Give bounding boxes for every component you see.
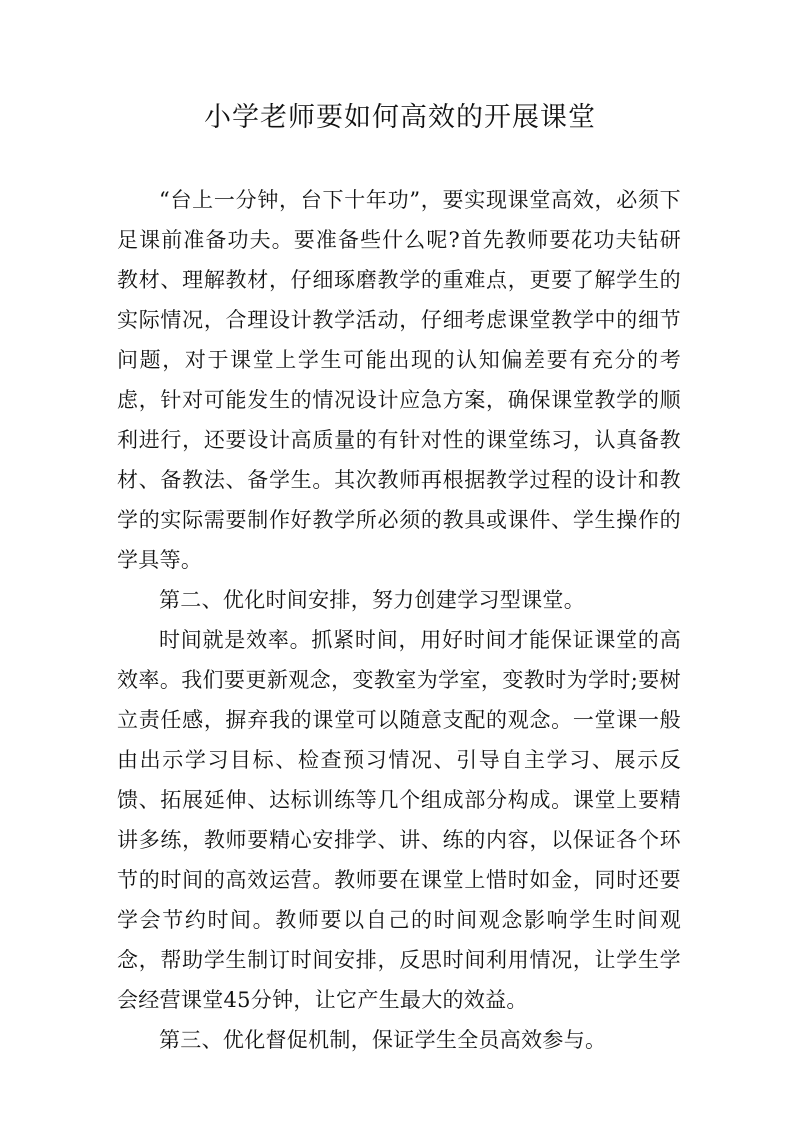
paragraph-heading-third: 第三、优化督促机制，保证学生全员高效参与。 xyxy=(159,1028,607,1052)
document-title: 小学老师要如何高效的开展课堂 xyxy=(204,102,596,133)
paragraph-preparation: “台上一分钟，台下十年功”，要实现课堂高效，必须下足课前准备功夫。要准备些什么呢?首先教师要花功夫钻研教材、理解教材，仔细琢磨教学的重难点，更要了解学生的实际情况，合理设计教学活动，仔细考虑课堂教学中的细节问题，对于课堂上学生可能出现的认知偏差要有充分的考虑，针对可能发生的情况设计应急方案，确保课堂教学的顺利进行，还要设计高质量的有针对性的课堂练习，认真备教材、备教法、备学生。其次教师再根据教学过程的设计和教学的实际需要制作好教学所必须的教具或课件、学生操作的学具等。 xyxy=(117,188,681,572)
paragraph-heading-second: 第二、优化时间安排，努力创建学习型课堂。 xyxy=(159,588,585,612)
document-body xyxy=(117,180,681,1060)
paragraph-time-efficiency: 时间就是效率。抓紧时间，用好时间才能保证课堂的高效率。我们要更新观念，变教室为学室，变教时为学时;要树立责任感，摒弃我的课堂可以随意支配的观念。一堂课一般由出示学习目标、检查预习情况、引导自主学习、展示反馈、拓展延伸、达标训练等几个组成部分构成。课堂上要精讲多练，教师要精心安排学、讲、练的内容，以保证各个环节的时间的高效运营。教师要在课堂上惜时如金，同时还要学会节约时间。教师要以自己的时间观念影响学生时间观念，帮助学生制订时间安排，反思时间利用情况，让学生学会经营课堂45分钟，让它产生最大的效益。 xyxy=(117,628,681,1012)
